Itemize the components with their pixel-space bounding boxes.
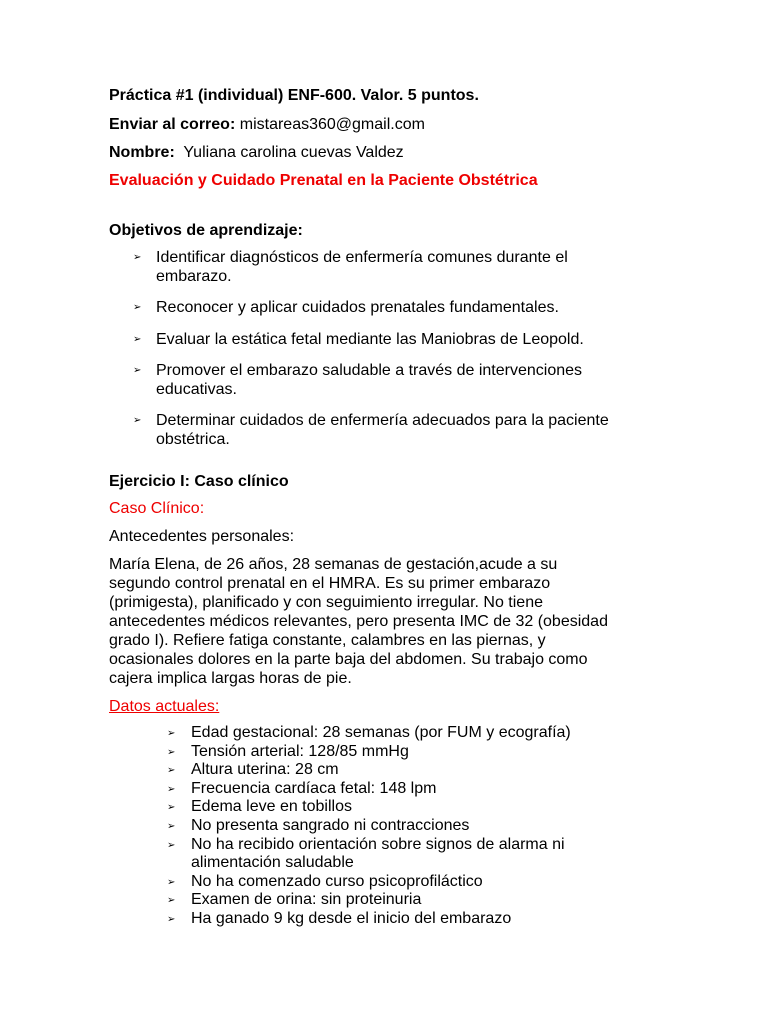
exercise-heading: Ejercicio I: Caso clínico [109, 473, 289, 490]
objective-line: Evaluar la estática fetal mediante las Maniobras de Leopold. [156, 331, 584, 348]
list-item [167, 836, 667, 855]
arrow-bullet-icon: ➢ [167, 913, 176, 925]
arrow-bullet-icon: ➢ [167, 802, 176, 814]
arrow-bullet-icon: ➢ [167, 765, 176, 777]
arrow-bullet-icon: ➢ [133, 334, 142, 345]
paragraph-line: antecedentes médicos relevantes, pero presenta IMC de 32 (obesidad [109, 613, 608, 630]
arrow-bullet-icon: ➢ [133, 302, 142, 313]
arrow-bullet-icon: ➢ [167, 820, 176, 832]
case-label: Caso Clínico: [109, 500, 205, 517]
objective-text [156, 411, 656, 449]
datos-text: Examen de orina: sin proteinuria [191, 891, 422, 909]
objective-text [156, 298, 656, 317]
objective-line: embarazo. [156, 268, 232, 285]
paragraph-line: grado I). Refiere fatiga constante, calambres en las piernas, y [109, 632, 546, 649]
email-line [109, 115, 425, 134]
arrow-bullet-icon: ➢ [167, 728, 176, 739]
list-item [167, 798, 667, 817]
datos-text: alimentación saludable [191, 854, 354, 872]
datos-text: Edad gestacional: 28 semanas (por FUM y ecografía) [191, 724, 571, 741]
objective-line: obstétrica. [156, 431, 230, 448]
name-label: Nombre: [109, 144, 175, 161]
document-title: Práctica #1 (individual) ENF-600. Valor. 5 puntos. [109, 87, 479, 104]
datos-list [167, 724, 667, 929]
paragraph-line: segundo control prenatal en el HMRA. Es su primer embarazo [109, 575, 551, 592]
datos-label: Datos actuales: [109, 698, 220, 715]
list-item [167, 891, 667, 910]
objectives-heading: Objetivos de aprendizaje: [109, 222, 303, 239]
arrow-bullet-icon: ➢ [133, 415, 142, 426]
objective-line: Reconocer y aplicar cuidados prenatales fundamentales. [156, 299, 559, 316]
paragraph-line: María Elena, de 26 años, 28 semanas de gestación,acude a su [109, 556, 558, 573]
arrow-bullet-icon: ➢ [167, 839, 176, 851]
arrow-bullet-icon: ➢ [167, 783, 176, 795]
list-item [167, 724, 667, 743]
objective-text [156, 361, 656, 399]
list-item [167, 873, 667, 892]
arrow-bullet-icon: ➢ [167, 895, 176, 907]
paragraph-line: (primigesta), planificado y con seguimiento irregular. No tiene [109, 594, 543, 611]
name-line [109, 143, 404, 162]
arrow-bullet-icon: ➢ [133, 365, 142, 376]
objective-line: Promover el embarazo saludable a través de intervenciones [156, 362, 583, 379]
datos-text: No ha comenzado curso psicoprofiláctico [191, 872, 483, 890]
case-paragraph [109, 555, 669, 688]
paragraph-line: cajera implica largas horas de pie. [109, 670, 352, 687]
datos-text: Altura uterina: 28 cm [191, 761, 339, 779]
datos-text: Edema leve en tobillos [191, 798, 352, 816]
objective-line: educativas. [156, 381, 237, 398]
paragraph-line: ocasionales dolores en la parte baja del abdomen. Su trabajo como [109, 651, 588, 668]
list-item [167, 761, 667, 780]
email-label: Enviar al correo: [109, 116, 236, 133]
name-value: Yuliana carolina cuevas Valdez [183, 144, 404, 161]
objective-text [156, 248, 656, 286]
arrow-bullet-icon: ➢ [167, 876, 176, 888]
document-subtitle: Evaluación y Cuidado Prenatal en la Paciente Obstétrica [109, 172, 538, 189]
list-item [167, 743, 667, 762]
datos-text: No ha recibido orientación sobre signos de alarma ni [191, 835, 565, 853]
list-item [167, 910, 667, 929]
objective-line: Determinar cuidados de enfermería adecuados para la paciente [156, 412, 609, 429]
arrow-bullet-icon: ➢ [167, 746, 176, 758]
email-value: mistareas360@gmail.com [239, 116, 425, 133]
objective-text [156, 330, 656, 349]
antecedentes-label: Antecedentes personales: [109, 528, 295, 545]
list-item [167, 817, 667, 836]
datos-text: Ha ganado 9 kg desde el inicio del embarazo [191, 909, 512, 927]
datos-text: Frecuencia cardíaca fetal: 148 lpm [191, 779, 437, 797]
datos-text: Tensión arterial: 128/85 mmHg [191, 742, 409, 760]
datos-text: No presenta sangrado ni contracciones [191, 816, 470, 834]
list-item [167, 780, 667, 799]
objective-line: Identificar diagnósticos de enfermería comunes durante el [156, 249, 568, 266]
list-item-continuation [167, 854, 667, 873]
arrow-bullet-icon: ➢ [133, 252, 142, 263]
